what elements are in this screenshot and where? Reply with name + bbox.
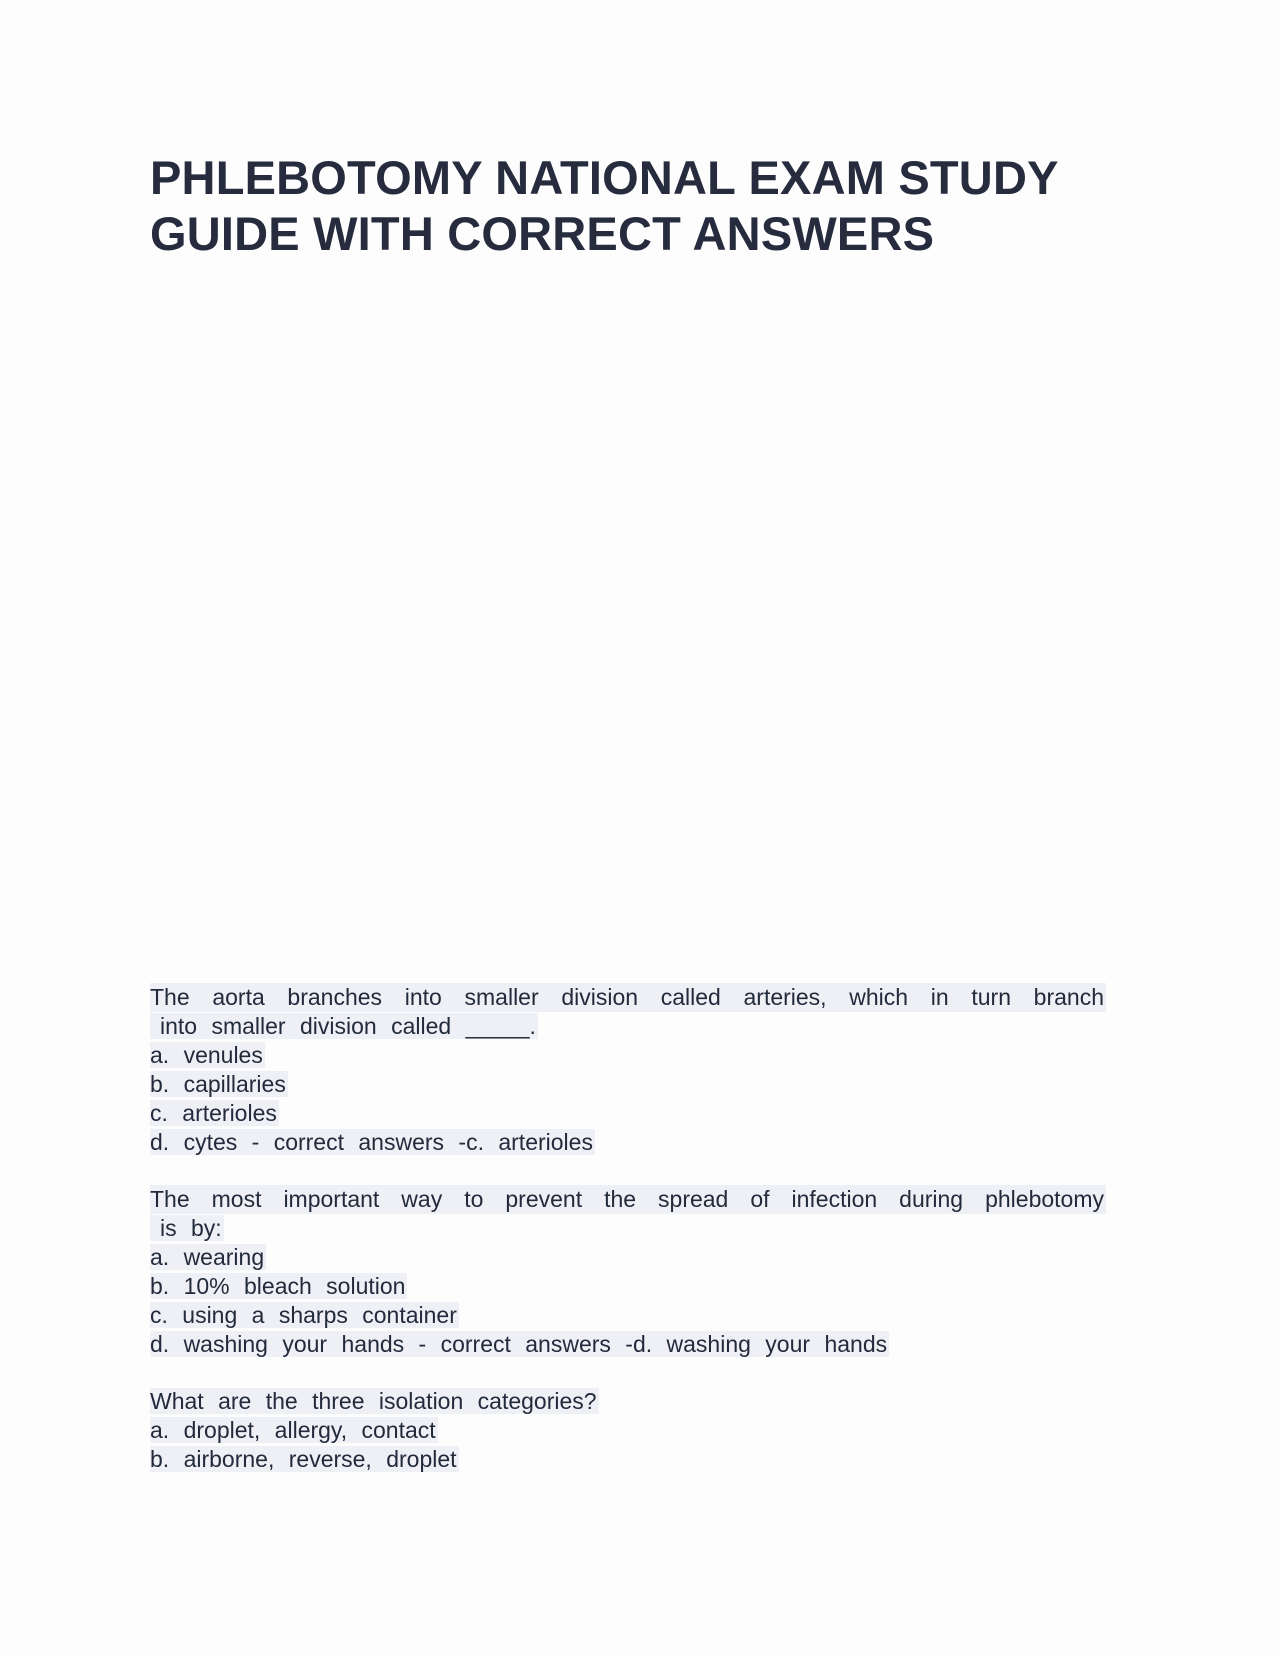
question-stem-continued: [150, 1012, 1110, 1041]
answer-option-c: [150, 1301, 1110, 1330]
question-2: [150, 1185, 1110, 1359]
answer-option-text: d. cytes - correct answers -c. arterioles: [150, 1129, 593, 1155]
document-title: [150, 150, 1150, 262]
question-stem: [150, 983, 1104, 1012]
answer-option-d: [150, 1128, 1110, 1157]
answer-option-b: [150, 1445, 1110, 1474]
question-stem: [150, 1185, 1104, 1214]
answer-option-text: a. wearing: [150, 1244, 265, 1270]
question-list: [150, 983, 1110, 1502]
question-1: [150, 983, 1110, 1157]
answer-option-a: [150, 1243, 1110, 1272]
answer-option-b: [150, 1272, 1110, 1301]
question-stem-continued-text: into smaller division called _____.: [150, 1013, 538, 1039]
answer-option-text: a. droplet, allergy, contact: [150, 1417, 436, 1443]
question-stem-text: The aorta branches into smaller division called arteries, which in turn branch: [150, 984, 1104, 1010]
answer-option-text: b. 10% bleach solution: [150, 1273, 406, 1299]
answer-option-text: a. venules: [150, 1042, 263, 1068]
answer-option-c: [150, 1099, 1110, 1128]
document-title-line-1: PHLEBOTOMY NATIONAL EXAM STUDY: [150, 151, 1059, 204]
question-stem-text: The most important way to prevent the spread of infection during phlebotomy: [150, 1186, 1104, 1212]
question-stem-continued: [150, 1214, 1110, 1243]
question-stem-continued-text: is by:: [150, 1215, 224, 1241]
answer-option-d: [150, 1330, 1110, 1359]
document-title-line-2: GUIDE WITH CORRECT ANSWERS: [150, 207, 935, 260]
answer-option-text: d. washing your hands - correct answers -d. washing your hands: [150, 1331, 888, 1357]
answer-option-b: [150, 1070, 1110, 1099]
question-stem: [150, 1387, 1110, 1416]
answer-option-text: b. capillaries: [150, 1071, 286, 1097]
answer-option-text: c. using a sharps container: [150, 1302, 457, 1328]
answer-option-a: [150, 1416, 1110, 1445]
answer-option-text: b. airborne, reverse, droplet: [150, 1446, 457, 1472]
question-stem-text: What are the three isolation categories?: [150, 1388, 597, 1414]
question-3: [150, 1387, 1110, 1474]
answer-option-text: c. arterioles: [150, 1100, 277, 1126]
answer-option-a: [150, 1041, 1110, 1070]
